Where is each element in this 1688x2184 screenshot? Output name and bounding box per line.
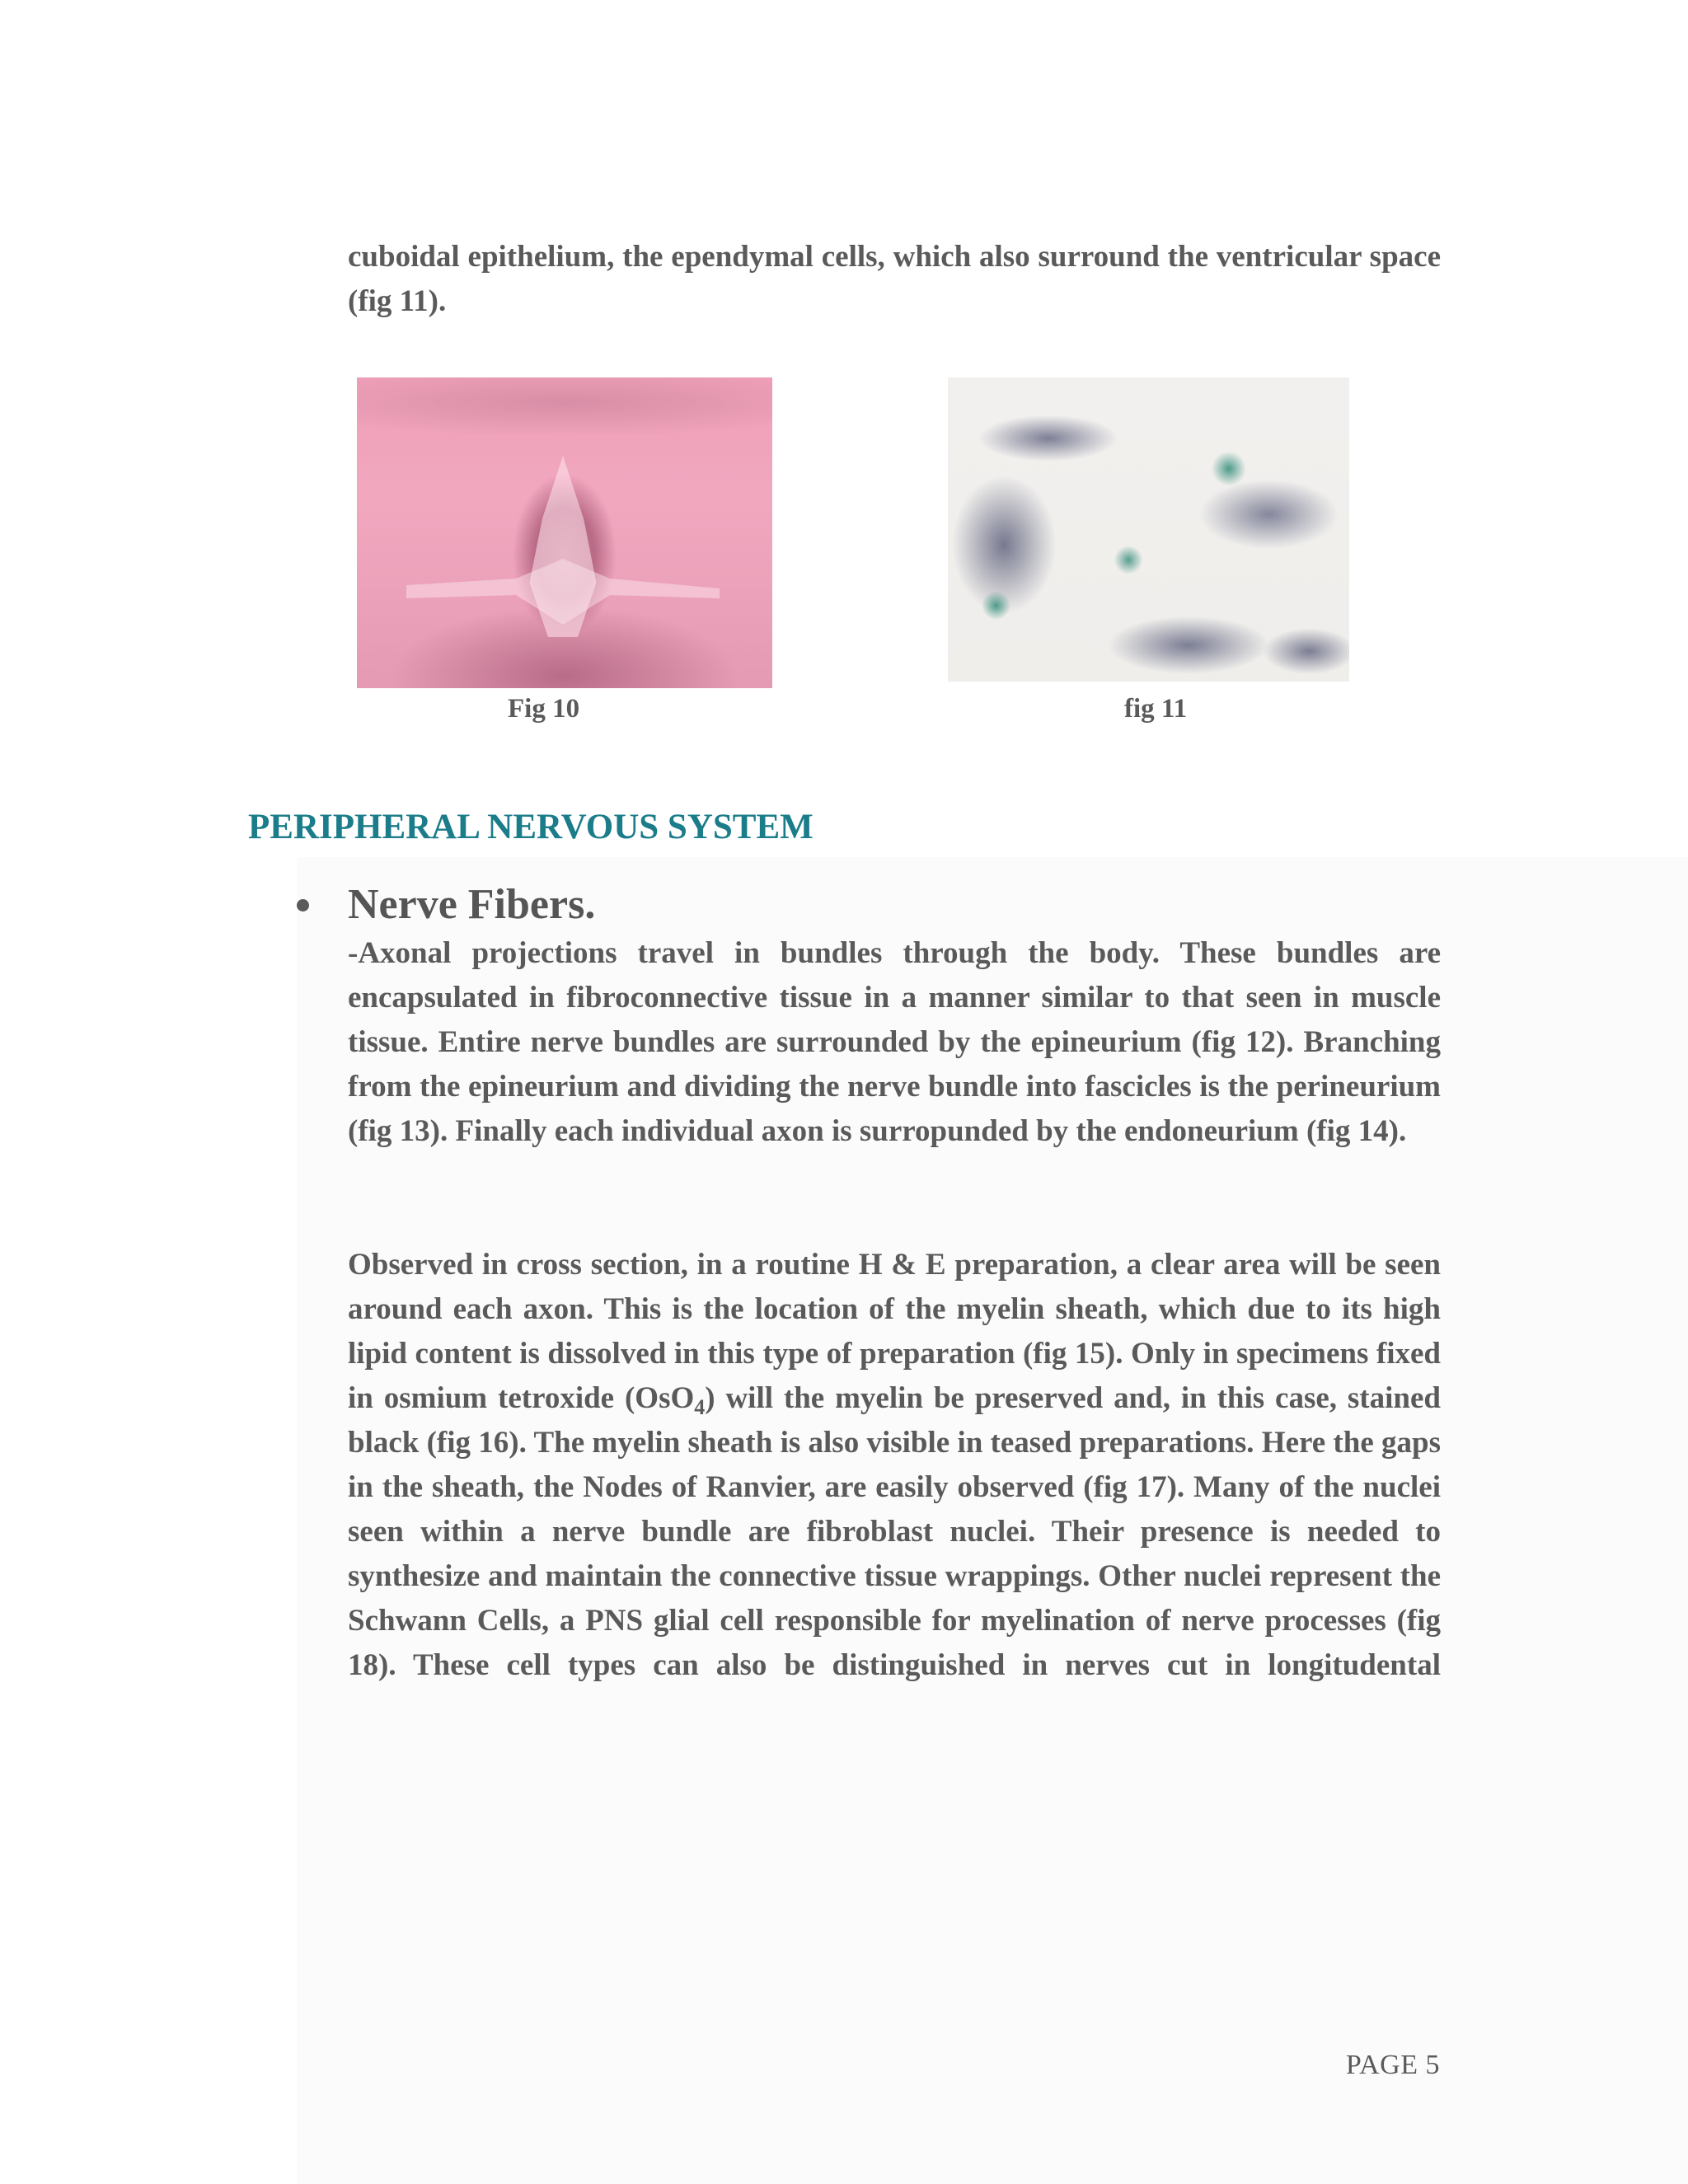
paragraph-2-text-a: Observed in cross section, in a routine H & E preparation, a clear area will be seen around each axon. This is the location of the myelin sheath, which due to its high lipid content is dissolved in this type of preparation (fig 15). Only in specimens fixed in osmium tetroxide ( — [348, 1248, 1441, 1415]
intro-paragraph: cuboidal epithelium, the ependymal cells, which also surround the ventricular space (fig 11). — [348, 240, 1441, 318]
figure-10-image — [357, 377, 772, 688]
figure-10-caption: Fig 10 — [508, 694, 580, 724]
osmium-formula-base: OsO — [635, 1381, 695, 1415]
bullet-title: Nerve Fibers. — [348, 881, 596, 928]
osmium-formula — [635, 1381, 706, 1419]
bullet-dot-icon — [297, 899, 309, 912]
page-number: PAGE 5 — [1345, 2050, 1440, 2080]
section-heading: PERIPHERAL NERVOUS SYSTEM — [248, 808, 814, 846]
figure-10-ventricle — [526, 456, 600, 637]
paragraph-2-text-b: ) will the myelin be preserved and, in this case, stained black (fig 16). The myelin sheath is also visible in teased preparations. Here the gaps in the sheath, the Nodes of Ranvier, are easily observed (fig 17). Many of the nuclei seen within a nerve bundle are fibroblast nuclei. Their presence is needed to synthesize and maintain the connective tissue wrappings. Other nuclei represent the Schwann Cells, a PNS glial cell responsible for myelination of nerve processes (fig 18). These cell types can also be distinguished in nerves cut in longitudental — [348, 1381, 1441, 1682]
bullet-item — [297, 876, 595, 934]
nerve-fibers-paragraph-1: -Axonal projections travel in bundles through the body. These bundles are encapsulated in fibroconnective tissue in a manner similar to that seen in muscle tissue. Entire nerve bundles are surrounded by the epineurium (fig 12). Branching from the epineurium and dividing the nerve bundle into fascicles is the perineurium (fig 13). Finally each individual axon is surropunded by the endoneurium (fig 14). — [348, 936, 1441, 1148]
figure-11-image — [948, 377, 1349, 682]
figure-11-caption: fig 11 — [1124, 694, 1188, 724]
nerve-fibers-paragraph-2 — [348, 1243, 1441, 1688]
osmium-formula-subscript: 4 — [694, 1395, 706, 1419]
